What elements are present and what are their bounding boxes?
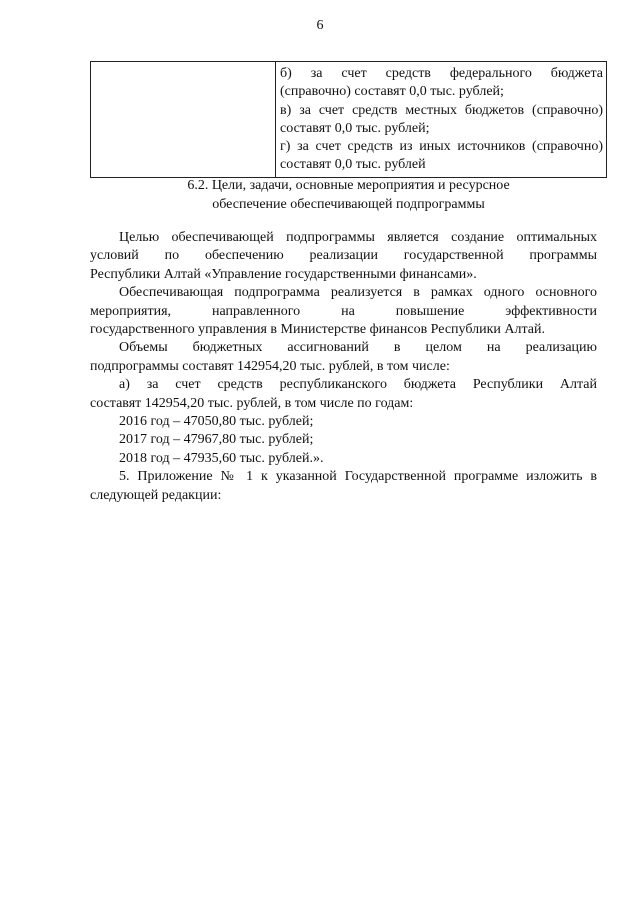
table-row xyxy=(91,62,607,178)
section-heading-line: 6.2. Цели, задачи, основные мероприятия и ресурсное xyxy=(187,178,510,193)
funding-other-line-1: г) за счет средств из иных источников (справочно) xyxy=(280,139,603,155)
page-number: 6 xyxy=(316,18,324,33)
paragraph-line: условий по обеспечению реализации государственной программы xyxy=(90,248,597,264)
section-heading-line: обеспечение обеспечивающей подпрограммы xyxy=(212,197,485,212)
paragraph-line: Республики Алтай «Управление государственными финансами». xyxy=(90,266,477,282)
paragraph-line: подпрограммы составят 142954,20 тыс. рублей, в том числе: xyxy=(90,358,450,374)
table-cell-empty xyxy=(91,62,276,178)
paragraph-line: Целью обеспечивающей подпрограммы является создание оптимальных xyxy=(119,230,597,245)
paragraph-line: следующей редакции: xyxy=(90,487,222,503)
year-allocation-2018: 2018 год – 47935,60 тыс. рублей.». xyxy=(119,450,324,466)
table-cell-funding-sources xyxy=(276,62,607,178)
paragraph-line: мероприятия, направленного на повышение эффективности xyxy=(90,303,597,319)
paragraph-line: а) за счет средств республиканского бюджета Республики Алтай xyxy=(119,377,597,393)
budget-table xyxy=(90,61,607,178)
paragraph-line: Объемы бюджетных ассигнований в целом на реализацию xyxy=(119,340,597,356)
paragraph-line: Обеспечивающая подпрограмма реализуется в рамках одного основного xyxy=(119,285,597,301)
funding-local-line-2: составят 0,0 тыс. рублей; xyxy=(280,120,430,136)
section-heading xyxy=(90,176,607,214)
year-allocation-2017: 2017 год – 47967,80 тыс. рублей; xyxy=(119,432,314,448)
funding-other-line-2: составят 0,0 тыс. рублей xyxy=(280,157,426,173)
paragraph-line: составят 142954,20 тыс. рублей, в том числе по годам: xyxy=(90,395,414,411)
funding-local-line-1: в) за счет средств местных бюджетов (справочно) xyxy=(280,102,603,118)
year-allocation-2016: 2016 год – 47050,80 тыс. рублей; xyxy=(119,414,314,430)
paragraph-line: 5. Приложение № 1 к указанной Государственной программе изложить в xyxy=(119,469,597,485)
funding-federal-line-2: (справочно) составят 0,0 тыс. рублей; xyxy=(280,84,504,100)
body-text xyxy=(90,229,597,505)
paragraph-line: государственного управления в Министерстве финансов Республики Алтай. xyxy=(90,322,545,338)
funding-federal-line-1: б) за счет средств федерального бюджета xyxy=(280,66,603,81)
